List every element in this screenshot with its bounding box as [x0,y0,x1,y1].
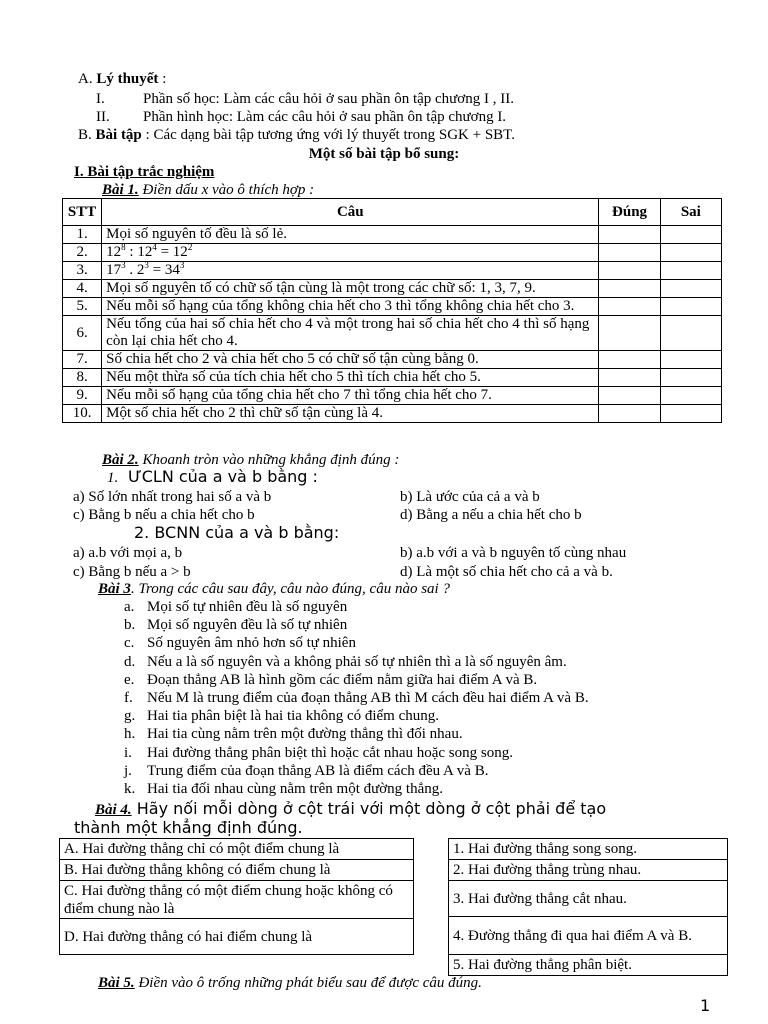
sai-checkbox-cell[interactable] [660,369,721,387]
option-c[interactable]: c) Bằng b nếu a chia hết cho b [73,507,255,523]
bai3-heading [98,580,450,598]
bai1-label: Bài 1. [102,182,139,198]
dung-checkbox-cell[interactable] [599,226,660,244]
sai-checkbox-cell[interactable] [660,280,721,298]
center-title: Một số bài tập bổ sung: [308,146,460,162]
table-row [63,226,722,244]
left-statement-c[interactable]: C. Hai đường thẳng có một điểm chung hoặc không có điểm chung nào là [60,881,414,919]
table-row [63,244,722,262]
dung-checkbox-cell[interactable] [599,369,660,387]
section-a-line [78,70,166,88]
theory-item-text: Phần số học: Làm các câu hỏi ở sau phần ôn tập chương I , II. [143,91,514,107]
bai5-instruction: Điền vào ô trống những phát biểu sau để được câu đúng. [134,975,482,991]
bai2-question-2: 2. BCNN của a và b bằng: [134,523,340,542]
bai2-instruction: Khoanh tròn vào những khẳng định đúng : [138,452,400,468]
row-number: 3. [63,262,102,280]
option-b[interactable]: b) a.b với a và b nguyên tố cùng nhau [400,545,627,561]
bai5-label: Bài 5. [98,975,135,991]
row-number: 4. [63,280,102,298]
right-statement-3[interactable]: 3. Hai đường thẳng cắt nhau. [449,881,728,917]
bai4-instruction-line2: thành một khẳng định đúng. [74,818,303,837]
theory-item-number: I. [96,91,105,107]
right-statement-5[interactable]: 5. Hai đường thẳng phân biệt. [449,955,728,976]
option-c[interactable]: c) Bằng b nếu a > b [73,564,191,580]
row-statement: Nếu một thừa số của tích chia hết cho 5 thì tích chia hết cho 5. [102,369,599,387]
bai2-question-1 [107,468,318,487]
column-header-stt: STT [63,199,102,226]
left-statement-a[interactable]: A. Hai đường thẳng chỉ có một điểm chung là [60,839,414,860]
true-false-table [62,198,722,423]
question-number: 1. [107,470,119,486]
list-item: h. Hai tia cùng nằm trên một đường thẳng thì đối nhau. [124,726,463,743]
sai-checkbox-cell[interactable] [660,405,721,423]
matching-left-column [59,838,414,955]
option-a[interactable]: a) Số lớn nhất trong hai số a và b [73,489,272,505]
list-item: i. Hai đường thẳng phân biệt thì hoặc cắt nhau hoặc song song. [124,744,513,761]
page-number: 1 [700,996,711,1015]
matching-right-column [448,838,728,976]
dung-checkbox-cell[interactable] [599,351,660,369]
row-number: 8. [63,369,102,387]
dung-checkbox-cell[interactable] [599,280,660,298]
bai2-label: Bài 2. [102,452,139,468]
option-b[interactable]: b) Là ước của cả a và b [400,489,540,505]
right-statement-4[interactable]: 4. Đường thẳng đi qua hai điểm A và B. [449,917,728,955]
sai-checkbox-cell[interactable] [660,298,721,316]
row-statement: $17^3$ . $2^3 = 34^3$ [102,262,599,280]
column-header-cau: Câu [102,199,599,226]
list-item: e. Đoạn thẳng AB là hình gồm các điểm nằm giữa hai điểm A và B. [124,671,538,688]
row-statement: Mọi số nguyên tố đều là số lẻ. [102,226,599,244]
table-row [63,262,722,280]
row-number: 9. [63,387,102,405]
left-statement-d[interactable]: D. Hai đường thẳng có hai điểm chung là [60,919,414,955]
option-d[interactable]: d) Là một số chia hết cho cả a và b. [400,564,613,580]
bai3-instruction: . Trong các câu sau đây, câu nào đúng, câu nào sai ? [130,581,450,597]
table-row [63,405,722,423]
bai3-label: Bài 3 [98,581,131,597]
section-b-text: : Các dạng bài tập tương ứng với lý thuyết trong SGK + SBT. [141,127,515,143]
table-row [63,351,722,369]
list-item: k. Hai tia đối nhau cùng nằm trên một đường thẳng. [124,781,444,798]
table-header-row [63,199,722,226]
sai-checkbox-cell[interactable] [660,262,721,280]
sai-checkbox-cell[interactable] [660,244,721,262]
bai4-heading [95,800,606,819]
column-header-dung: Đúng [599,199,660,226]
sai-checkbox-cell[interactable] [660,387,721,405]
list-item: b. Mọi số nguyên đều là số tự nhiên [124,617,348,634]
row-number: 10. [63,405,102,423]
bai5-heading [98,974,482,992]
section-1-title: I. Bài tập trắc nghiệm [74,164,215,180]
row-statement: Nếu mỗi số hạng của tổng không chia hết cho 3 thì tổng không chia hết cho 3. [102,298,599,316]
bai4-label: Bài 4. [95,802,132,818]
list-item: j. Trung điểm của đoạn thẳng AB là điểm cách đều A và B. [124,762,489,779]
row-number: 2. [63,244,102,262]
row-statement: Một số chia hết cho 2 thì chữ số tận cùng là 4. [102,405,599,423]
sai-checkbox-cell[interactable] [660,316,721,351]
row-statement: Số chia hết cho 2 và chia hết cho 5 có chữ số tận cùng bằng 0. [102,351,599,369]
row-statement: Mọi số nguyên tố có chữ số tận cùng là một trong các chữ số: 1, 3, 7, 9. [102,280,599,298]
section-a-prefix: A. [78,71,93,87]
list-item: a. Mọi số tự nhiên đều là số nguyên [124,599,348,615]
row-number: 7. [63,351,102,369]
row-statement: Nếu mỗi số hạng của tổng chia hết cho 7 thì tổng chia hết cho 7. [102,387,599,405]
theory-item-text: Phần hình học: Làm các câu hỏi ở sau phần ôn tập chương I. [143,109,507,125]
section-b-title: Bài tập [95,127,142,143]
row-number: 5. [63,298,102,316]
table-row [63,387,722,405]
question-text: ƯCLN của a và b bằng : [128,467,318,486]
row-number: 1. [63,226,102,244]
option-a[interactable]: a) a.b với mọi a, b [73,545,183,561]
dung-checkbox-cell[interactable] [599,405,660,423]
sai-checkbox-cell[interactable] [660,226,721,244]
option-d[interactable]: d) Bằng a nếu a chia hết cho b [400,507,582,523]
section-a-colon: : [158,71,167,87]
row-number: 6. [63,316,102,351]
left-statement-b[interactable]: B. Hai đường thẳng không có điểm chung là [60,860,414,881]
bai1-instruction: Điền dấu x vào ô thích hợp : [138,182,315,198]
table-row [63,280,722,298]
row-statement: Nếu tổng của hai số chia hết cho 4 và một trong hai số chia hết cho 4 thì số hạng còn lại chia hết cho 4. [102,316,599,351]
dung-checkbox-cell[interactable] [599,262,660,280]
list-item: g. Hai tia phân biệt là hai tia không có điểm chung. [124,708,440,725]
dung-checkbox-cell[interactable] [599,298,660,316]
table-row [63,369,722,387]
theory-item-number: II. [96,109,110,125]
section-b-prefix: B. [78,127,92,143]
bai1-heading [102,181,314,199]
table-row [63,298,722,316]
dung-checkbox-cell[interactable] [599,316,660,351]
list-item: d. Nếu a là số nguyên và a không phải số tự nhiên thì a là số nguyên âm. [124,653,567,670]
section-b-line [78,126,515,144]
statement-list [124,598,589,798]
dung-checkbox-cell[interactable] [599,244,660,262]
column-header-sai: Sai [660,199,721,226]
section-a-title: Lý thuyết [96,71,159,87]
list-item: f. Nếu M là trung điểm của đoạn thẳng AB thì M cách đều hai điểm A và B. [124,690,589,707]
dung-checkbox-cell[interactable] [599,387,660,405]
bai4-instruction-line1: Hãy nối mỗi dòng ở cột trái với một dòng ở cột phải để tạo [131,799,607,818]
list-item: c. Số nguyên âm nhỏ hơn số tự nhiên [124,635,356,652]
right-statement-2[interactable]: 2. Hai đường thẳng trùng nhau. [449,860,728,881]
table-row [63,316,722,351]
sai-checkbox-cell[interactable] [660,351,721,369]
right-statement-1[interactable]: 1. Hai đường thẳng song song. [449,839,728,860]
row-statement: $12^8$ : $12^4 = 12^2$ [102,244,599,262]
